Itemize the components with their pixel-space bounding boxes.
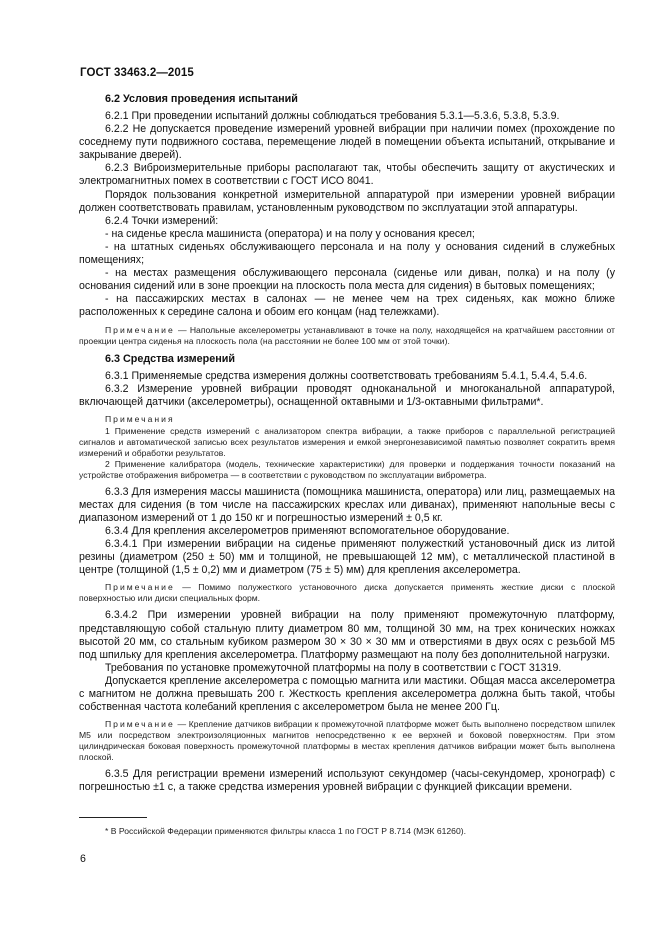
section-6-3-title: 6.3 Средства измерений bbox=[105, 352, 236, 365]
document-header: ГОСТ 33463.2—2015 bbox=[80, 67, 194, 79]
paragraph: 6.2.4 Точки измерений: bbox=[105, 214, 219, 227]
paragraph: Порядок пользования конкретной измерительной аппаратурой при измерении уровней вибрации должен соответствовать правилам, установленным руководством по эксплуатации этой аппаратуры. bbox=[79, 188, 615, 214]
note-text: — Напольные акселерометры устанавливают в точке на полу, находящейся на кратчайшем расстоянии от проекции центра сиденья на плоскость пола (на расстоянии не более 100 мм от этой точки). bbox=[79, 324, 615, 346]
footnote-divider bbox=[79, 817, 147, 818]
paragraph: Допускается крепление акселерометра с помощью магнита или мастики. Общая масса акселерометра с магнитом не должна превышать 200 г. Жесткость крепления акселерометра должна быть такой, чтобы собственная частота колебаний крепления с акселерометром была не менее 200 Гц. bbox=[79, 674, 615, 714]
paragraph: 6.2.2 Не допускается проведение измерений уровней вибрации при наличии помех (прохождение по соседнему пути подвижного состава, перемещение людей в помещении объекта испытаний, открывание и закрывание дверей). bbox=[79, 123, 615, 162]
paragraph: 6.3.4.1 При измерении вибрации на сиденье применяют полужесткий установочный диск из литой резины (диаметром (250 ± 50) мм и толщиной, не превышающей 12 мм), с металлической пластиной в центре (толщиной (1,5 ± 0,2) мм и диаметром (75 ± 5) мм) для крепления акселерометра. bbox=[79, 538, 615, 577]
list-item: - на пассажирских местах в салонах — не менее чем на трех сиденьях, как можно ближе расположенных к середине салона и обоим его концам (над тележками). bbox=[79, 293, 615, 319]
note bbox=[79, 325, 615, 347]
paragraph: 6.2.1 При проведении испытаний должны соблюдаться требования 5.3.1—5.3.6, 5.3.8, 5.3.9. bbox=[105, 110, 560, 122]
list-item: - на сиденье кресла машиниста (оператора) и на полу у основания кресел; bbox=[105, 227, 475, 240]
paragraph: 6.3.3 Для измерения массы машиниста (помощника машиниста, оператора) или лиц, размещаемых на местах для сидения (в том числе на пассажирских креслах или диванах), применяют напольные весы с диапазоном измерений от 1 до 150 кг и погрешностью измерений ± 0,5 кг. bbox=[79, 485, 615, 524]
footnote: * В Российской Федерации применяются фильтры класса 1 по ГОСТ Р 8.714 (МЭК 61260). bbox=[105, 826, 466, 836]
paragraph: Требования по установке промежуточной платформы на полу в соответствии с ГОСТ 31319. bbox=[105, 661, 562, 674]
section-6-2-title: 6.2 Условия проведения испытаний bbox=[105, 93, 298, 105]
note bbox=[79, 719, 615, 763]
notes-label: Примечания bbox=[105, 413, 175, 424]
note-label: Примечание bbox=[105, 324, 175, 335]
note: 2 Применение калибратора (модель, технические характеристики) для проверки и поддержания точности показаний на устройстве отображения виброметра — в соответствии с руководством по эксплуатации виброметра. bbox=[79, 458, 615, 480]
note-label: Примечание bbox=[105, 719, 175, 730]
list-item: - на штатных сиденьях обслуживающего персонала и на полу у основания сидений в служебных помещениях; bbox=[79, 240, 615, 267]
page-number: 6 bbox=[80, 853, 86, 865]
paragraph: 6.3.4 Для крепления акселерометров применяют вспомогательное оборудование. bbox=[105, 525, 510, 538]
paragraph: 6.3.1 Применяемые средства измерения должны соответствовать требованиям 5.4.1, 5.4.4, 5.4.6. bbox=[105, 369, 588, 382]
note-text: — Помимо полужесткого установочного диска допускается применять жесткие диски с плоской поверхностью или диски специальных форм. bbox=[79, 582, 616, 604]
paragraph: 6.2.3 Виброизмерительные приборы располагают так, чтобы обеспечить защиту от акустических и электромагнитных помех в соответствии с ГОСТ ИСО 8041. bbox=[79, 162, 615, 188]
list-item: - на местах размещения обслуживающего персонала (сиденье или диван, полка) и на полу (у основания сидений или в зоне проекции на плоскость пола места для сидения) в бытовых помещениях; bbox=[79, 267, 615, 293]
paragraph: 6.3.4.2 При измерении уровней вибрации на полу применяют промежуточную платформу, представляющую собой стальную плиту диаметром 80 мм, толщиной 30 мм, на трех конических ножках высотой 20 мм, со стальным кубиком размером 30 × 30 × 30 мм и отверстиями в двух осях с резьбой М5 под шпильку для крепления акселерометра. Платформу размещают на полу без дополнительной нагрузки. bbox=[79, 609, 615, 661]
note-text: — Крепление датчиков вибрации к промежуточной платформе может быть выполнено посредством шпилек М5 или посредством электроизоляционных магнитов непосредственно к ее верхней и боковой поверхностям. При этом цилиндрическая боковая поверхность промежуточной платформы в местах крепления датчиков вибрации может быть выполнена плоской. bbox=[79, 719, 615, 763]
paragraph: 6.3.5 Для регистрации времени измерений используют секундомер (часы-секундомер, хронограф) с погрешностью ±1 с, а также средства измерения уровней вибрации с функцией фиксации времени. bbox=[79, 768, 615, 794]
note bbox=[79, 582, 615, 604]
paragraph: 6.3.2 Измерение уровней вибрации проводят одноканальной и многоканальной аппаратурой, включающей датчики (акселерометры), оснащенной октавными и 1/3-октавными фильтрами*. bbox=[79, 382, 615, 408]
note: 1 Применение средств измерений с анализатором спектра вибрации, а также приборов с параллельной регистрацией сигналов и автоматической записью всех результатов измерения и емкой энергонезависимой памятью позволяет сократить время измерений и обработки результатов. bbox=[79, 425, 615, 458]
note-label: Примечание bbox=[105, 582, 175, 593]
document-body bbox=[79, 92, 615, 794]
